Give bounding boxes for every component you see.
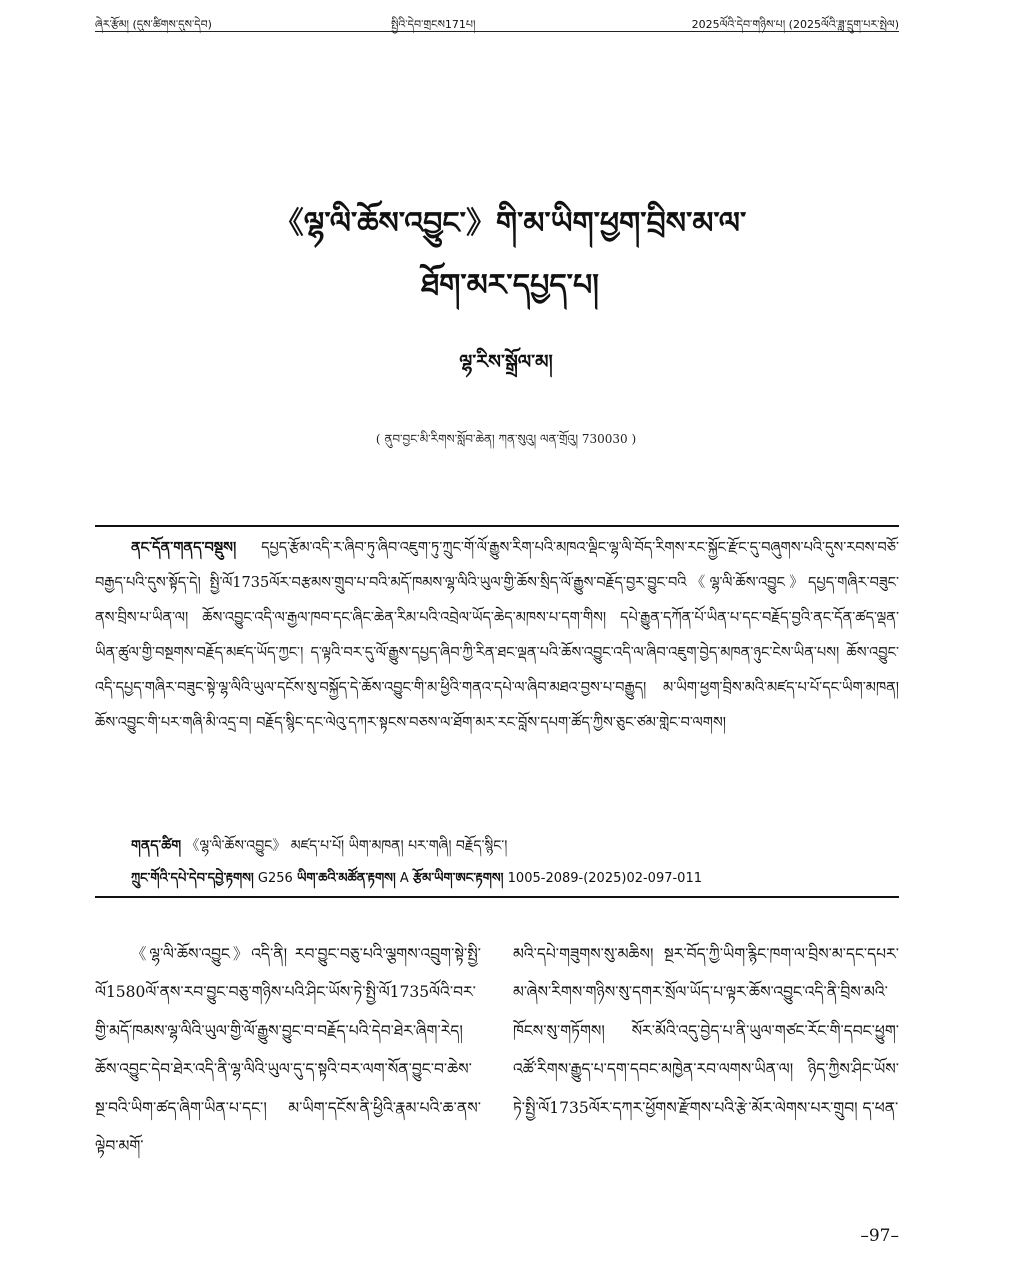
keywords: [131, 834, 899, 858]
abstract-bottom-rule: [95, 896, 899, 898]
clc-value: G256: [253, 871, 297, 886]
keywords-label: གནད་ཚིག: [131, 838, 182, 854]
body-column-right: མའི་དཔེ་གཟུགས་སུ་མཆིས། སྔར་བོད་ཀྱི་ཡིག་རྙིང་ཁག་ལ་བྲིས་མ་དང་དཔར་མ་ཞེས་རིགས་གཉིས་སུ་དགར་སྲོལ་ཡོད་པ་ལྟར་ཆོས་འབྱུང་འདི་ནི་བྲིས་མའི་ཁོངས་སུ་གཏོགས། སོར་མོའི་འདུ་བྱེད་པ་ནི་ཡུལ་གཙང་རོང་གི་དབང་ཕྱུག་འཚོ་རིགས་རྒྱུད་པ་དག་དབང་མཁྱེན་རབ་ལགས་ཡིན་ལ། ཉིད་ཀྱིས་ཤིང་ཡོས་ཏེ་སྤྱི་ལོ1735ལོར་དཀར་ཕྱོགས་རྫོགས་པའི་རྩེ་མོར་ལེགས་པར་གྲུབ། ད་ཕན་: [513, 945, 899, 1117]
abstract-text: དཔྱད་རྩོམ་འདི་ར་ཞིབ་ཏུ་ཞིབ་འཇུག་ཏུ་ཀྲུང་གོ་ལོ་རྒྱུས་རིག་པའི་མཁའ་ལྡིང་ལྷ་ལི་བོད་རིགས་རང་སྐྱོང་རྫོང་དུ་བཞུགས་པའི་དུས་རབས་བཅོ་བརྒྱད་པའི་དུས་སྟོད་དེ། སྤྱི་ལོ1735ལོར་བརྩམས་གྲུབ་པ་བའི་མདོ་ཁམས་ལྷ་ལིའི་ཡུལ་གྱི་ཆོས་སྲིད་ལོ་རྒྱུས་བརྗོད་བྱར་བྱུང་བའི《ལྷ་ལི་ཆོས་འབྱུང》དཔྱད་གཞིར་བཟུང་ནས་བྲིས་པ་ཡིན་ལ། ཆོས་འབྱུང་འདི་ལ་རྒྱལ་ཁབ་དང་ཞིང་ཆེན་རིམ་པའི་འབྲེལ་ཡོད་ཆེད་མཁས་པ་དག་གིས། དཔེ་རྒྱུན་དཀོན་པོ་ཡིན་པ་དང་བརྗོད་བྱའི་ནང་དོན་ཚད་ལྡན་ཡིན་ཚུལ་གྱི་བསྔགས་བརྗོད་མཛད་ཡོད་ཀྱང་། ད་ལྟའི་བར་དུ་ལོ་རྒྱུས་དཔྱད་ཞིབ་ཀྱི་རིན་ཐང་ལྡན་པའི་ཆོས་འབྱུང་འདི་ལ་ཞིབ་འཇུག་བྱེད་མཁན་ཉུང་ངེས་ཡིན་པས། ཆོས་འབྱུང་འདི་དཔྱད་གཞིར་བཟུང་སྟེ་ལྷ་ལིའི་ཡུལ་དངོས་སུ་བསྐྱོད་དེ་ཆོས་འབྱུང་གི་མ་ཕྱིའི་གནའ་དཔེ་ལ་ཞིབ་མཐའ་བྱས་པ་བརྒྱུད། མ་ཡིག་ཕྱག་བྲིས་མའི་མཛད་པ་པོ་དང་ཡིག་མཁན། ཆོས་འབྱུང་གི་པར་གཞི་མི་འདྲ་བ། བརྗོད་སྙིང་དང་ལེའུ་དཀར་སྟངས་བཅས་ལ་ཐོག་མར་རང་བློས་དཔག་ཚོད་ཀྱིས་ཅུང་ཙམ་གླེང་བ་ལགས།: [95, 540, 899, 731]
header-rule: [95, 31, 899, 32]
classification-line: [131, 868, 899, 890]
keywords-text: 《ལྷ་ལི་ཆོས་འབྱུང》 མཛད་པ་པོ། ཡིག་མཁན། པར་གཞི། བརྗོད་སྙིང་།: [181, 838, 508, 854]
author-affiliation: ( ནུབ་བྱང་མི་རིགས་སློབ་ཆེན། ཀན་སུའུ། ལན་གྲོའུ། 730030 ): [375, 432, 637, 446]
article-title-line-2: ཐོག་མར་དཔྱད་པ།: [421, 268, 599, 303]
issue-total-number: སྤྱིའི་དེབ་གྲངས171པ།: [391, 18, 476, 31]
journal-name: ཞེར་རྩོམ། (དུས་ཚིགས་དུས་དེབ): [95, 18, 212, 31]
article-title-line-1: 《ལྷ་ལི་ཆོས་འབྱུང་》གི་མ་ཡིག་ཕྱག་བྲིས་མ་ལ་: [273, 206, 747, 241]
doc-code-value: A: [395, 871, 413, 886]
clc-label: ཀྲུང་གོའི་དཔེ་དེབ་དབྱེ་རྟགས།: [131, 871, 254, 886]
running-header: [95, 10, 899, 30]
body-column-left: 《ལྷ་ལི་ཆོས་འབྱུང》འདི་ནི། རབ་བྱུང་བཅུ་པའི་ལྕགས་འབྲུག་སྟེ་སྤྱི་ལོ1580ལོ་ནས་རབ་བྱུང་བཅུ་གཉིས་པའི་ཤིང་ཡོས་ཏེ་སྤྱི་ལོ1735ལོའི་བར་གྱི་མདོ་ཁམས་ལྷ་ལིའི་ཡུལ་གྱི་ལོ་རྒྱུས་བྱུང་བ་བརྗོད་པའི་དེབ་ཐེར་ཞིག་རེད། ཆོས་འབྱུང་དེབ་ཐེར་འདི་ནི་ལྷ་ལིའི་ཡུལ་དུ་ད་སྟའི་བར་ལག་སོན་བྱུང་བ་ཆེས་སྔ་བའི་ཡིག་ཚད་ཞིག་ཡིན་པ་དང་། མ་ཡིག་དངོས་ནི་ཕྱིའི་རྣམ་པའི་ཆ་ནས་ལྟེབ་མགོ་: [95, 945, 481, 1156]
issue-date: 2025ལོའི་དེབ་གཉིས་པ། (2025ལོའི་ཟླ་དྲུག་པར་སྤེལ): [691, 18, 899, 31]
abstract: [95, 530, 899, 741]
abstract-top-rule: [95, 525, 899, 527]
article-id-label: རྩོམ་ཡིག་ཨང་རྟགས།: [412, 871, 504, 886]
doc-code-label: ཡིག་ཆའི་མཚོན་རྟགས།: [296, 871, 396, 886]
article-id-value: 1005-2089-(2025)02-097-011: [503, 871, 702, 886]
abstract-label: ནང་དོན་གནད་བསྡུས།: [131, 539, 237, 556]
author-name: ལྷ་རིས་སྒྲོལ་མ།: [459, 351, 553, 373]
page-number: –97–: [860, 1226, 899, 1246]
